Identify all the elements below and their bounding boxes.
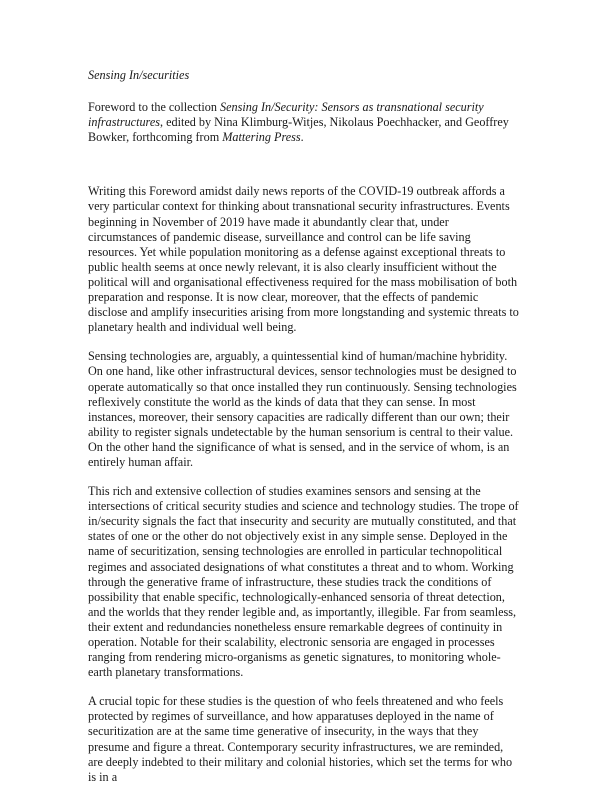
foreword-note-text-3: .: [300, 130, 304, 145]
body-paragraph-2: Sensing technologies are, arguably, a quintessential kind of human/machine hybridity. On one hand, like other infrastructural devices, sensor technologies must be designed to operate automatically so that once installed they run continuously. Sensing technologies reflexively constitute the world as the kinds of data that they can sense. In most instances, moreover, their sensory capacities are radically different than our own; their ability to register signals undetectable by the human sensorium is central to their value. On the other hand the significance of what is sensed, and in the service of whom, is an entirely human affair.: [88, 349, 517, 469]
foreword-note-text-2: , edited by Nina Klimburg-Witjes, Nikolaus Poechhacker, and Geoffrey Bowker, forthcoming from: [88, 115, 509, 145]
foreword-note-text-1: Foreword to the collection: [88, 100, 220, 115]
body-paragraph-4: A crucial topic for these studies is the question of who feels threatened and who feels protected by regimes of surveillance, and how apparatuses deployed in the name of securitization are at the same time generative of insecurity, in the ways that they presume and figure a threat. Contemporary security infrastructures, we are reminded, are deeply indebted to their military and colonial histories, which set the terms for who is in a: [88, 694, 513, 784]
body-paragraph-3: This rich and extensive collection of studies examines sensors and sensing at the intersections of critical security studies and science and technology studies. The trope of in/security signals the fact that insecurity and security are mutually constituted, and that states of one or the other do not objectively exist in any simple sense. Deployed in the name of securitization, sensing technologies are enrolled in particular technopolitical regimes and associated designations of what constitutes a threat and to whom. Working through the generative frame of infrastructure, these studies track the conditions of possibility that enable specific, technologically-enhanced sensoria of threat detection, and the worlds that they render legible and, as importantly, illegible. Far from seamless, their extent and redundancies nonetheless ensure remarkable degrees of continuity in operation. Notable for their scalability, electronic sensoria are engaged in processes ranging from rendering micro-organisms as genetic signatures, to monitoring whole-earth planetary transformations.: [88, 484, 519, 680]
running-title: Sensing In/securities: [88, 68, 190, 82]
publisher-name: Mattering Press: [222, 130, 301, 145]
foreword-note: [88, 100, 520, 145]
body-paragraph-1: Writing this Foreword amidst daily news reports of the COVID-19 outbreak affords a very particular context for thinking about transnational security infrastructures. Events beginning in November of 2019 have made it abundantly clear that, under circumstances of pandemic disease, surveillance and control can be life saving resources. Yet while population monitoring as a defense against exceptional threats to public health seems at once newly relevant, it is also clearly insufficient without the political will and organisational effectiveness required for the mass mobilisation of both preparation and response. It is now clear, moreover, that the effects of pandemic disclose and amplify insecurities arising from more longstanding and systemic threats to planetary health and individual well being.: [88, 184, 519, 335]
collection-title: Sensing In/Security: Sensors as transnational security infrastructures: [88, 100, 484, 130]
